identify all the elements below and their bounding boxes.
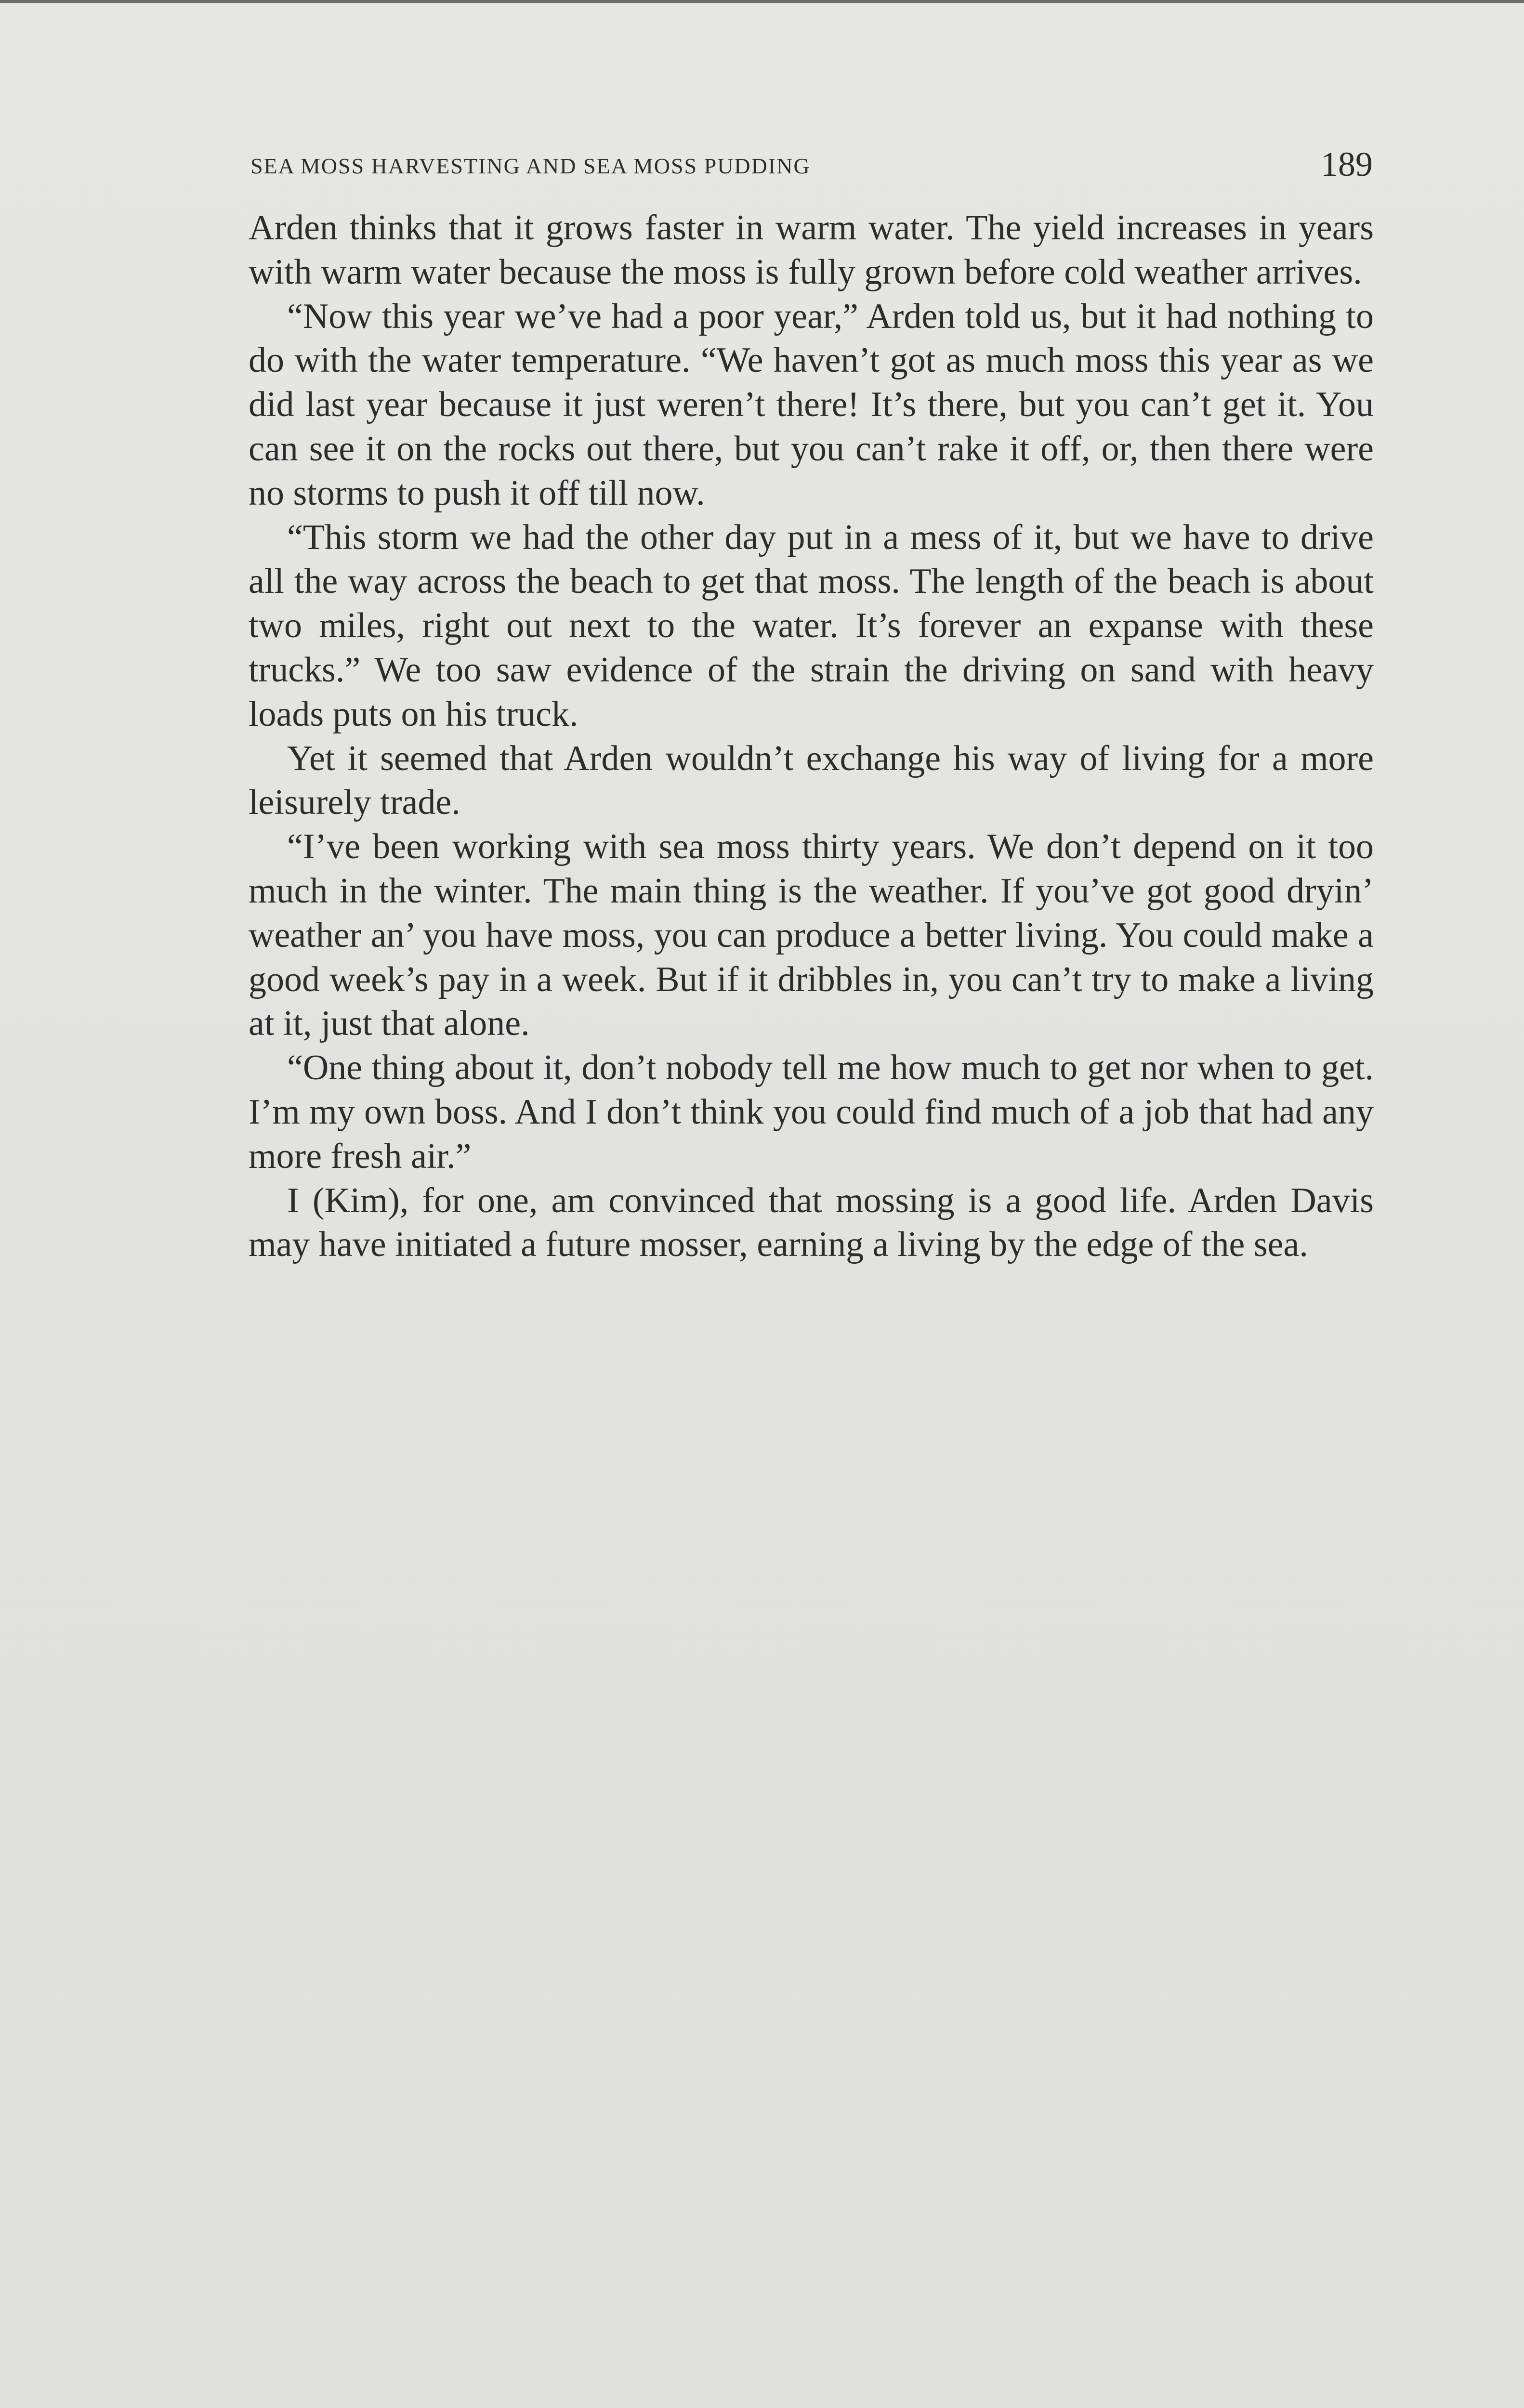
paragraph: Arden thinks that it grows faster in warm water. The yield increases in years with warm water because the moss is fully grown before cold weather arrives. [249, 208, 1374, 292]
running-head: SEA MOSS HARVESTING AND SEA MOSS PUDDING [250, 154, 811, 178]
paragraph: I (Kim), for one, am convinced that mossing is a good life. Arden Davis may have initiated a future mosser, earning a living by the edge of the sea. [249, 1180, 1374, 1265]
page-number: 189 [1321, 145, 1373, 183]
body-text [249, 206, 1374, 1267]
paragraph: “I’ve been working with sea moss thirty years. We don’t depend on it too much in the winter. The main thing is the weather. If you’ve got good dryin’ weather an’ you have moss, you can produce a better living. You could make a good week’s pay in a week. But if it dribbles in, you can’t try to make a living at it, just that alone. [249, 827, 1374, 1044]
page-top-edge [0, 0, 1524, 3]
paragraph: “Now this year we’ve had a poor year,” Arden told us, but it had nothing to do with the water temperature. “We haven’t got as much moss this year as we did last year because it just weren’t there! It’s there, but you can’t get it. You can see it on the rocks out there, but you can’t rake it off, or, then there were no storms to push it off till now. [249, 296, 1374, 513]
paragraph: “This storm we had the other day put in a mess of it, but we have to drive all the way across the beach to get that moss. The length of the beach is about two miles, right out next to the water. It’s forever an expanse with these trucks.” We too saw evidence of the strain the driving on sand with heavy loads puts on his truck. [249, 517, 1374, 734]
page-header [250, 144, 1373, 193]
paragraph: “One thing about it, don’t nobody tell me how much to get nor when to get. I’m my own boss. And I don’t think you could find much of a job that had any more fresh air.” [249, 1048, 1374, 1176]
paragraph: Yet it seemed that Arden wouldn’t exchange his way of living for a more leisurely trade. [249, 738, 1374, 823]
